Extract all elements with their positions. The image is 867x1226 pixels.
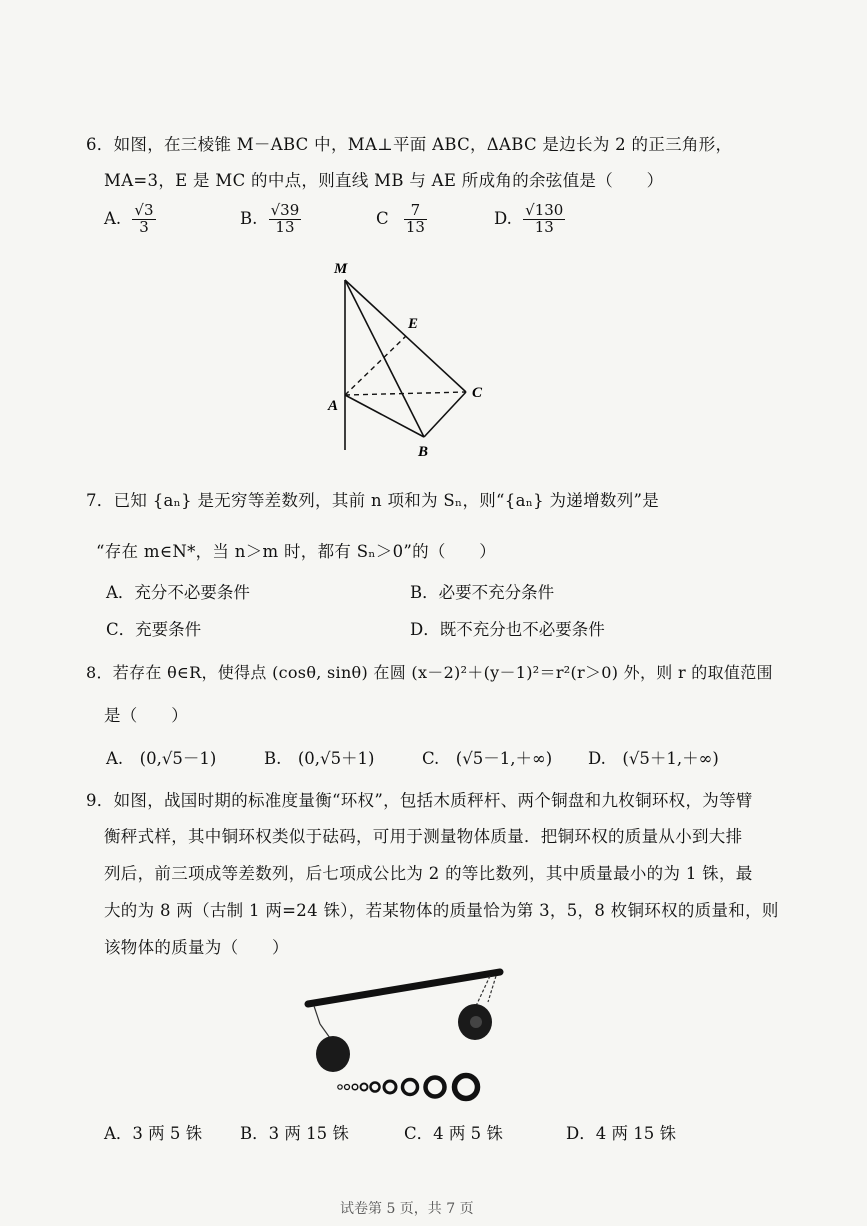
q6-option-c-denominator: 13 bbox=[405, 217, 425, 236]
q8-option-c: C. (√5－1,＋∞) bbox=[422, 749, 553, 768]
q6-option-c bbox=[376, 203, 427, 236]
q8-line2: 是（ ） bbox=[104, 706, 188, 725]
q6-option-a bbox=[104, 203, 156, 236]
ring-weight-2 bbox=[345, 1085, 350, 1090]
q6-option-d-label: D. bbox=[494, 208, 512, 228]
q8-option-d: D. (√5＋1,＋∞) bbox=[588, 749, 719, 768]
q9-option-b: B．3 两 15 铢 bbox=[240, 1124, 349, 1143]
label-m: M bbox=[334, 261, 348, 277]
q9-option-a: A．3 两 5 铢 bbox=[104, 1124, 203, 1143]
ring-weight-6 bbox=[384, 1081, 396, 1093]
q6-option-b-numerator: √39 bbox=[270, 201, 300, 219]
q9-line5: 该物体的质量为（ ） bbox=[104, 938, 289, 957]
left-copper-pan bbox=[316, 1036, 350, 1072]
label-e: E bbox=[408, 316, 419, 332]
q6-option-b bbox=[240, 203, 301, 236]
edge-ab bbox=[345, 395, 424, 437]
q8-option-a: A. (0,√5－1) bbox=[106, 749, 217, 768]
ring-weight-5 bbox=[371, 1083, 380, 1092]
edge-mb bbox=[345, 280, 424, 437]
page-footer: 试卷第 5 页，共 7 页 bbox=[340, 1201, 474, 1217]
q6-option-d bbox=[494, 203, 565, 236]
q6-option-b-fraction bbox=[269, 203, 302, 236]
q9-line1: 9．如图，战国时期的标准度量衡“环权”，包括木质秤杆、两个铜盘和九枚铜环权，为等臂 bbox=[86, 791, 753, 810]
q6-option-d-fraction bbox=[523, 203, 565, 236]
q6-option-a-fraction bbox=[132, 203, 155, 236]
right-string bbox=[488, 976, 496, 1002]
q6-option-a-label: A. bbox=[104, 208, 122, 228]
label-b: B bbox=[418, 444, 429, 460]
q9-option-d: D．4 两 15 铢 bbox=[566, 1124, 676, 1143]
ring-weight-9 bbox=[455, 1076, 478, 1099]
q6-line1: 6．如图，在三棱锥 M－ABC 中，MA⊥平面 ABC，ΔABC 是边长为 2 的正三角形， bbox=[86, 135, 733, 154]
ring-weight-7 bbox=[403, 1080, 418, 1095]
q7-option-a: A．充分不必要条件 bbox=[106, 583, 250, 602]
ring-weight-8 bbox=[426, 1078, 445, 1097]
ring-balance-figure bbox=[300, 962, 510, 1102]
q9-line2: 衡秤式样，其中铜环权类似于砝码，可用于测量物体质量．把铜环权的质量从小到大排 bbox=[104, 827, 743, 846]
ring-weight-1 bbox=[338, 1085, 342, 1089]
q6-option-d-numerator: √130 bbox=[525, 201, 564, 219]
edge-ae-hidden bbox=[345, 336, 406, 395]
q6-option-a-denominator: 3 bbox=[139, 217, 149, 236]
left-string-2 bbox=[320, 1024, 330, 1038]
q8-option-b: B. (0,√5＋1) bbox=[264, 749, 375, 768]
q6-option-a-numerator: √3 bbox=[134, 201, 154, 219]
q7-option-c: C．充要条件 bbox=[106, 620, 202, 639]
q6-option-b-label: B. bbox=[240, 208, 258, 228]
q8-line1: 8．若存在 θ∈R，使得点 (cosθ, sinθ) 在圆 (x－2)²＋(y－1)²＝r²(r＞0) 外，则 r 的取值范围 bbox=[86, 663, 773, 682]
label-a: A bbox=[328, 398, 339, 414]
q9-line4: 大的为 8 两（古制 1 两=24 铢），若某物体的质量恰为第 3，5，8 枚铜环权的质量和，则 bbox=[104, 901, 779, 920]
q7-option-d: D．既不充分也不必要条件 bbox=[410, 620, 605, 639]
right-pan-center bbox=[470, 1016, 482, 1028]
label-c: C bbox=[472, 385, 483, 401]
q9-line3: 列后，前三项成等差数列，后七项成公比为 2 的等比数列，其中质量最小的为 1 铢，最 bbox=[104, 864, 753, 883]
edge-ac-hidden bbox=[345, 392, 466, 395]
q6-option-c-numerator: 7 bbox=[404, 203, 427, 220]
q7-line2: “存在 m∈N*，当 n＞m 时，都有 Sₙ＞0”的（ ） bbox=[96, 542, 497, 561]
q6-option-c-label: C bbox=[376, 208, 389, 228]
pyramid-figure bbox=[320, 255, 500, 460]
q7-line1: 7．已知 {aₙ} 是无穷等差数列，其前 n 项和为 Sₙ，则“{aₙ} 为递增数列”是 bbox=[86, 491, 660, 510]
ring-weight-4 bbox=[361, 1084, 368, 1091]
q6-option-d-denominator: 13 bbox=[534, 217, 554, 236]
balance-beam bbox=[308, 972, 500, 1004]
edge-bc bbox=[424, 392, 466, 437]
q6-option-c-fraction bbox=[404, 203, 427, 236]
ring-weight-3 bbox=[352, 1084, 358, 1090]
left-string bbox=[314, 1006, 320, 1024]
q6-line2: MA=3，E 是 MC 的中点，则直线 MB 与 AE 所成角的余弦值是（ ） bbox=[104, 171, 664, 190]
q9-option-c: C．4 两 5 铢 bbox=[404, 1124, 503, 1143]
q6-option-b-denominator: 13 bbox=[275, 217, 295, 236]
q7-option-b: B．必要不充分条件 bbox=[410, 583, 555, 602]
